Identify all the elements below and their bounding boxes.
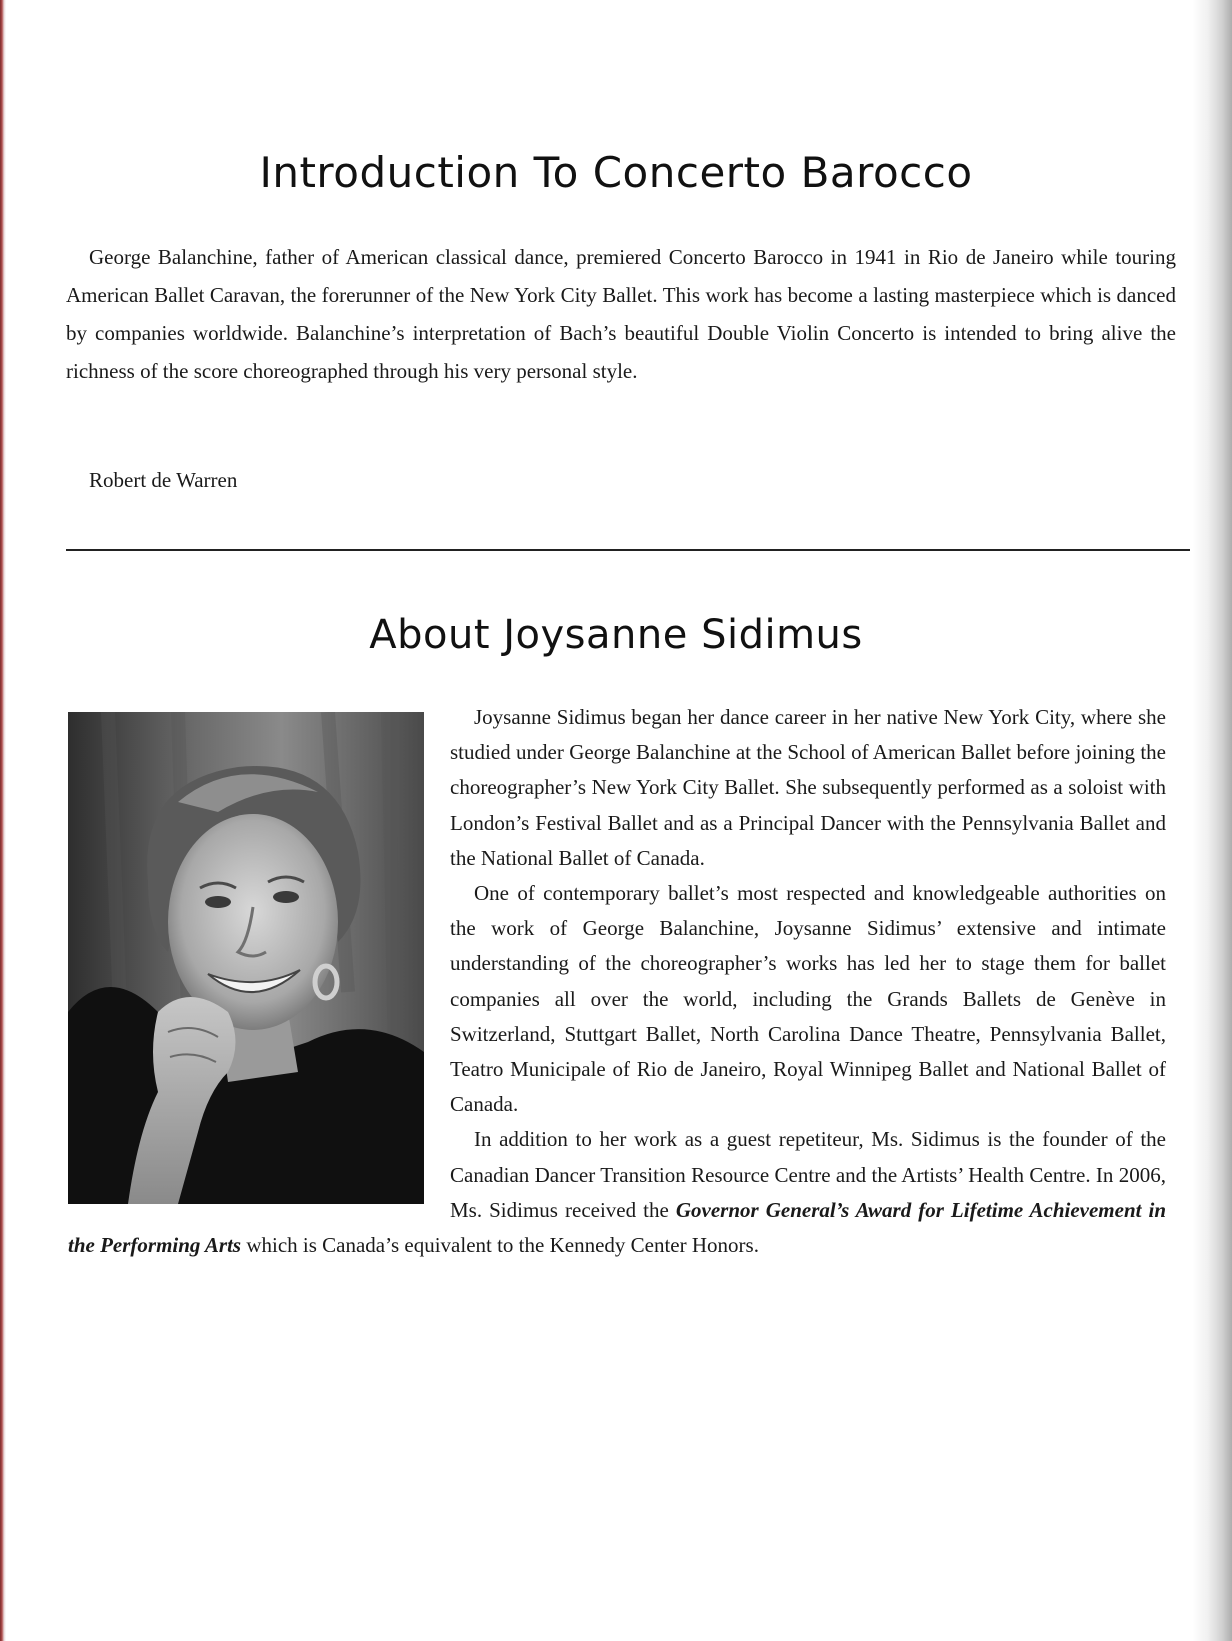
about-title: About Joysanne Sidimus — [369, 612, 863, 658]
about-bio — [68, 700, 1166, 1263]
bio-paragraph-1: Joysanne Sidimus began her dance career in her native New York City, where she studied under George Balanchine at the School of American Ballet before joining the choreographer’s New York City Ballet. She subsequently performed as a soloist with London’s Festival Ballet and as a Principal Dancer with the Pennsylvania Ballet and the National Ballet of Canada. — [450, 705, 1166, 870]
bio-paragraph-3-start: In addition to her work as a guest repetiteur, Ms. Sidimus is the founder of the Canadian Dancer Transition Resource Centre and the Artists’ Health Centre. In 2006, Ms. Sidimus received the — [450, 1127, 1166, 1222]
intro-author: Robert de Warren — [89, 468, 238, 492]
bio-paragraph-3-end: which is Canada’s equivalent to the Kennedy Center Honors. — [241, 1233, 759, 1258]
section-divider — [66, 549, 1190, 551]
page-curl-shadow — [1192, 0, 1232, 1641]
binding-edge — [0, 0, 6, 1641]
photo-text-wrap — [68, 700, 450, 1208]
award-title: Governor General’s Award for Lifetime Achievement in the Performing Arts — [68, 1197, 1167, 1258]
intro-title: Introduction To Concerto Barocco — [259, 148, 973, 197]
bio-paragraph-2: One of contemporary ballet’s most respected and knowledgeable authorities on the work of George Balanchine, Joysanne Sidimus’ extensive and intimate understanding of the choreographer’s works has led her to stage them for ballet companies all over the world, including the Grands Ballets de Genève in Switzerland, Stuttgart Ballet, North Carolina Dance Theatre, Pennsylvania Ballet, Teatro Municipale of Rio de Janeiro, Royal Winnipeg Ballet and National Ballet of Canada. — [450, 881, 1166, 1117]
intro-paragraph: George Balanchine, father of American classical dance, premiered Concerto Barocco in 1941 in Rio de Janeiro while touring American Ballet Caravan, the forerunner of the New York City Ballet. This work has become a lasting masterpiece which is danced by companies worldwide. Balanchine’s interpretation of Bach’s beautiful Double Violin Concerto is intended to bring alive the richness of the score choreographed through his very personal style. — [66, 245, 1176, 383]
